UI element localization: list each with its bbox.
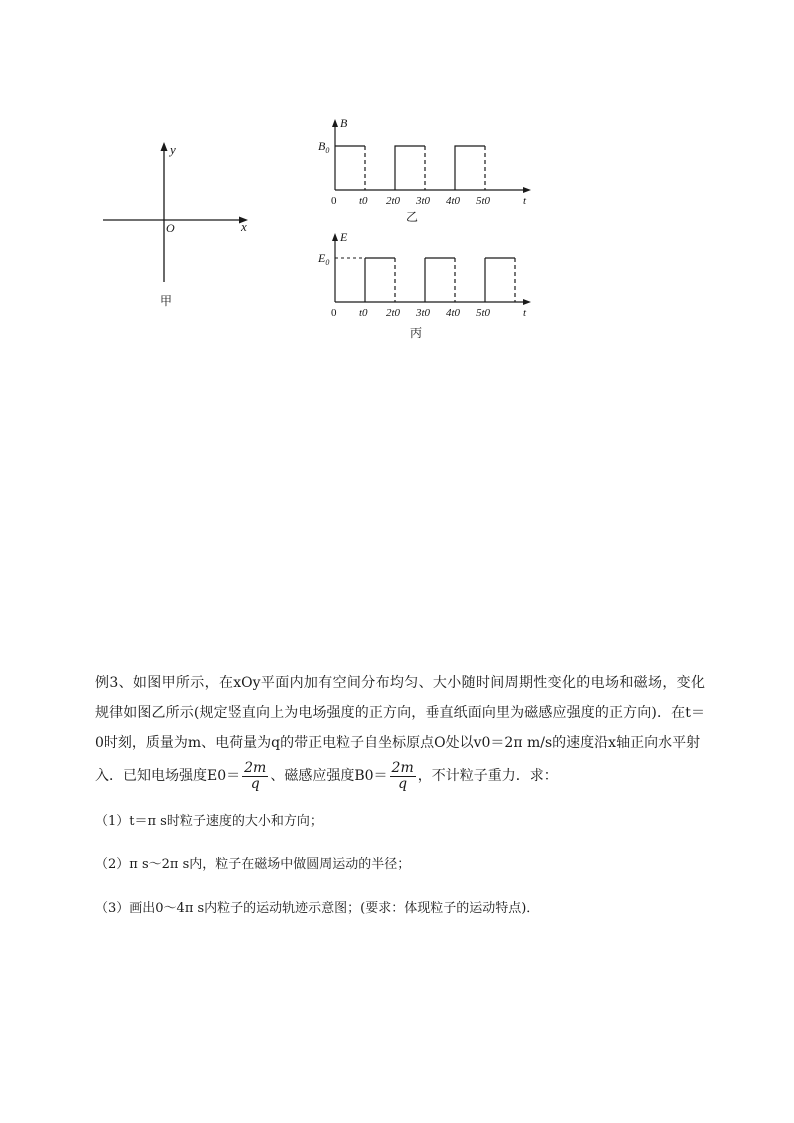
e0-fraction-numerator: 2m (244, 759, 267, 776)
origin-label: O (166, 221, 175, 235)
tick-yi-5: 5t0 (476, 195, 491, 207)
tick-bing-2: 2t0 (386, 307, 401, 319)
problem-intro: 例3、如图甲所示，在xOy平面内加有空间分布均匀、大小随时间周期性变化的电场和磁场，变化规律如图乙所示(规定竖直向上为电场强度的正方向，垂直纸面向里为磁感应强度的正方向)．在t＝0时刻，质量为m、电荷量为q的带正电粒子自坐标原点O处以v0＝2π m/s的速度沿x轴正向水平射 (95, 675, 705, 751)
figure-bing-caption: 丙 (410, 326, 423, 340)
e-axis-arrow (332, 233, 338, 241)
b0-fraction-denominator: q (398, 775, 408, 792)
x-axis-label: x (241, 219, 247, 234)
t-axis-bing-label: t (523, 307, 527, 319)
tick-yi-3: 3t0 (416, 195, 431, 207)
tick-yi-4: 4t0 (446, 195, 461, 207)
tick-bing-4: 4t0 (446, 307, 461, 319)
t-axis-bing-arrow (523, 299, 531, 305)
problem-given (95, 758, 705, 794)
t-axis-yi-label: t (523, 195, 527, 207)
figure-jia (103, 142, 248, 308)
b-pulse-3 (455, 146, 485, 190)
given-b0-text: 、磁感应强度B0＝ (270, 768, 388, 784)
b-axis-arrow (332, 119, 338, 127)
problem-statement (95, 668, 705, 794)
given-tail-text: ，不计粒子重力．求： (417, 768, 558, 784)
e0-level-label: $E_0$ (318, 251, 330, 267)
e0-fraction (242, 761, 268, 792)
y-axis-label: y (170, 142, 176, 157)
tick-yi-2: 2t0 (386, 195, 401, 207)
figure-bing (317, 230, 531, 340)
given-e0-text: 入．已知电场强度E0＝ (95, 768, 241, 784)
b0-fraction-numerator: 2m (391, 759, 414, 776)
tick-yi-1: t0 (359, 195, 368, 207)
y-axis-arrow (161, 142, 168, 151)
tick-bing-5: 5t0 (476, 307, 491, 319)
b-pulse-2 (395, 146, 425, 190)
question-3: （3）画出0～4π s内粒子的运动轨迹示意图；(要求：体现粒子的运动特点)． (95, 901, 540, 916)
figure-jia-caption: 甲 (160, 294, 173, 308)
question-2: （2）π s～2π s内，粒子在磁场中做圆周运动的半径； (95, 857, 411, 872)
tick-bing-3: 3t0 (416, 307, 431, 319)
b-axis-label: B (340, 116, 348, 130)
e0-fraction-denominator: q (250, 775, 260, 792)
figure-yi (318, 116, 531, 224)
figures (0, 0, 794, 360)
question-1: （1）t＝π s时粒子速度的大小和方向； (95, 814, 323, 829)
figure-yi-caption: 乙 (406, 210, 419, 224)
b0-level-label: $B_0$ (318, 139, 330, 155)
t-axis-yi-arrow (523, 187, 531, 193)
e-axis-label: E (340, 230, 348, 244)
origin-bing: 0 (331, 307, 337, 319)
origin-yi: 0 (331, 195, 337, 207)
tick-bing-1: t0 (359, 307, 368, 319)
b0-fraction (390, 761, 416, 792)
